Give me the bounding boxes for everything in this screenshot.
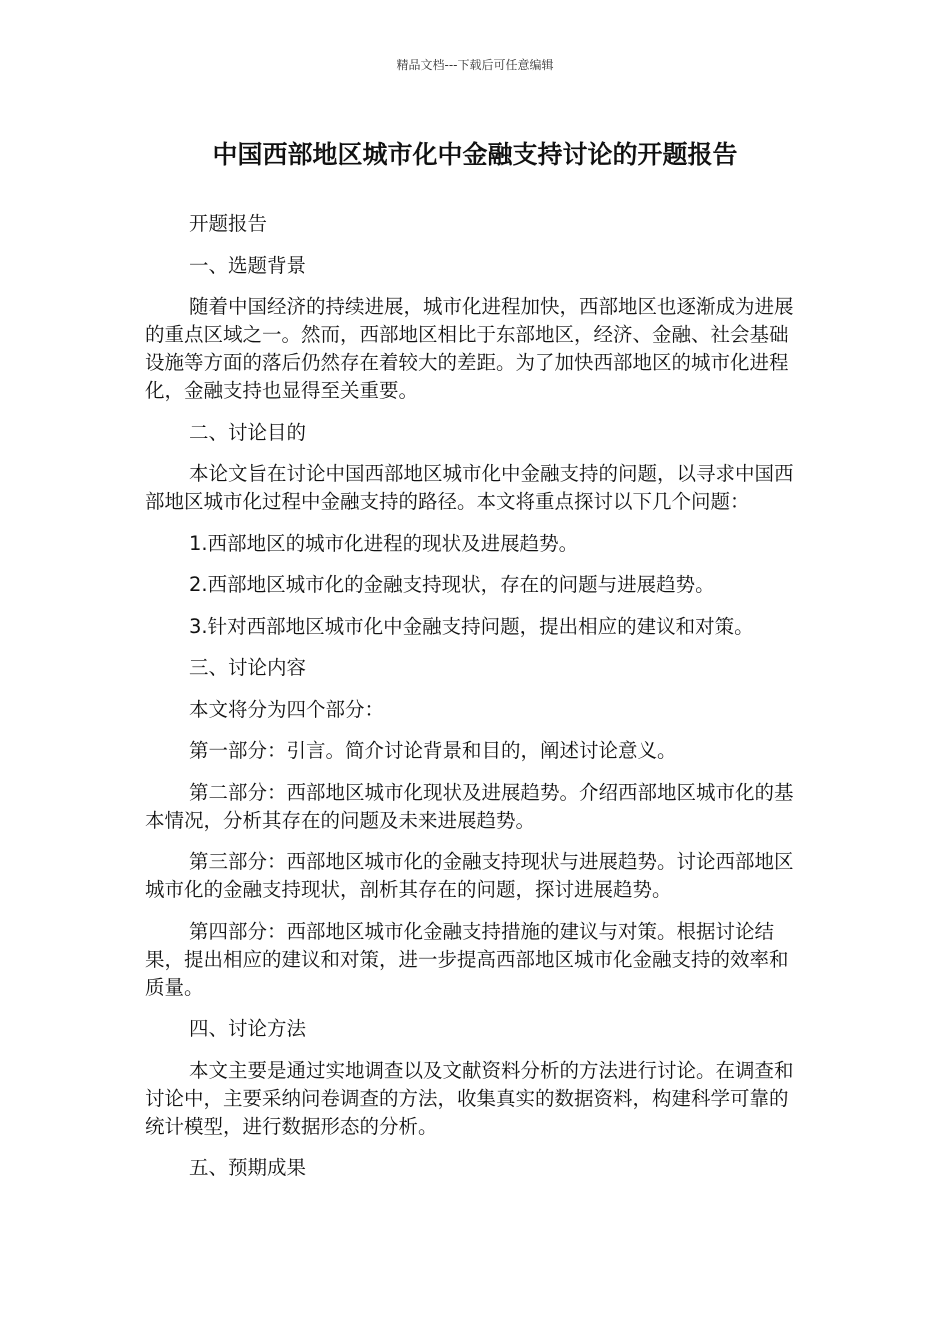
paragraph-method: 本文主要是通过实地调查以及文献资料分析的方法进行讨论。在调查和讨论中，主要采纳问卷调查的方法，收集真实的数据资料，构建科学可靠的统计模型，进行数据形态的分析。	[145, 1058, 794, 1138]
paragraph-purpose: 本论文旨在讨论中国西部地区城市化中金融支持的问题，以寻求中国西部地区城市化过程中金融支持的路径。本文将重点探讨以下几个问题：	[145, 462, 794, 513]
paragraph-part-4: 第四部分：西部地区城市化金融支持措施的建议与对策。根据讨论结果，提出相应的建议和对策，进一步提高西部地区城市化金融支持的效率和质量。	[145, 919, 789, 999]
heading-background: 一、选题背景	[189, 253, 307, 277]
paragraph-part-2: 第二部分：西部地区城市化现状及进展趋势。介绍西部地区城市化的基本情况，分析其存在的问题及未来进展趋势。	[145, 780, 794, 832]
header-note: 精品文档---下载后可任意编辑	[396, 58, 554, 72]
paragraph-part-3: 第三部分：西部地区城市化的金融支持现状与进展趋势。讨论西部地区城市化的金融支持现状，剖析其存在的问题，探讨进展趋势。	[145, 850, 794, 901]
list-item-1: 1.西部地区的城市化进程的现状及进展趋势。	[189, 531, 579, 555]
document-body	[145, 210, 795, 1196]
paragraph-part-1: 第一部分：引言。简介讨论背景和目的，阐述讨论意义。	[189, 739, 677, 762]
paragraph-background: 随着中国经济的持续进展，城市化进程加快，西部地区也逐渐成为进展的重点区域之一。然而，西部地区相比于东部地区，经济、金融、社会基础设施等方面的落后仍然存在着较大的差距。为了加快西部地区的城市化进程化，金融支持也显得至关重要。	[145, 295, 794, 402]
list-item-2: 2.西部地区城市化的金融支持现状，存在的问题与进展趋势。	[189, 573, 715, 596]
heading-purpose: 二、讨论目的	[189, 420, 307, 444]
heading-expected-results: 五、预期成果	[189, 1156, 307, 1179]
heading-method: 四、讨论方法	[189, 1017, 307, 1040]
paragraph-content-intro: 本文将分为四个部分：	[189, 697, 385, 721]
heading-content: 三、讨论内容	[189, 656, 307, 679]
section-label-report: 开题报告	[189, 212, 268, 235]
list-item-3: 3.针对西部地区城市化中金融支持问题，提出相应的建议和对策。	[189, 614, 754, 638]
document-title: 中国西部地区城市化中金融支持讨论的开题报告	[212, 140, 738, 169]
